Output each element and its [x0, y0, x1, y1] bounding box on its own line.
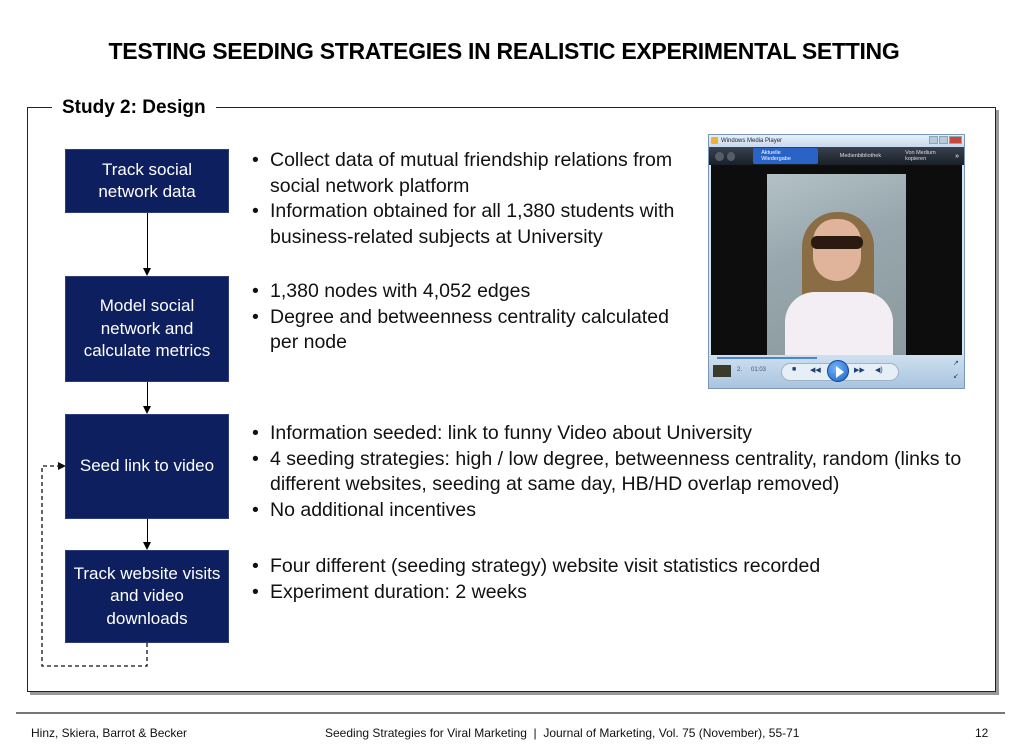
bullet-item: • 4 seeding strategies: high / low degree, betweenness centrality, random (links to different websites, seeding at same day, HB/HD overlap removed): [252, 447, 987, 498]
step-track-social-network: Track social network data: [65, 149, 229, 213]
media-player-titlebar: [709, 135, 964, 147]
stop-icon: ■: [792, 366, 797, 373]
step-seed-link: Seed link to video: [65, 414, 229, 519]
track-number: 2.: [737, 367, 743, 373]
switch-view-icon: ↗: [953, 360, 959, 367]
media-player-icon: [711, 137, 718, 144]
fast-forward-icon: ▶▶: [854, 367, 865, 374]
footer-divider: [16, 712, 1005, 714]
section-label: Study 2: Design: [52, 97, 216, 119]
footer-citation: Seeding Strategies for Viral Marketing | Journal of Marketing, Vol. 75 (November), 55-71: [325, 726, 800, 740]
bullet-item: • 1,380 nodes with 4,052 edges: [252, 279, 692, 305]
step-track-website-visits: Track website visits and video downloads: [65, 550, 229, 643]
bullet-item: • Information obtained for all 1,380 students with business-related subjects at University: [252, 199, 692, 250]
video-frame-image: [767, 174, 906, 355]
bullet-list-seeding: [252, 421, 987, 523]
bullet-item: • Collect data of mutual friendship relations from social network platform: [252, 148, 692, 199]
volume-icon: ◀): [875, 367, 883, 374]
page-number: 12: [975, 726, 989, 740]
footer-authors: Hinz, Skiera, Barrot & Becker: [31, 726, 188, 740]
maximize-icon: [939, 136, 948, 144]
back-icon: [715, 152, 724, 161]
tab-now-playing: Aktuelle Wiedergabe: [753, 148, 818, 164]
rewind-icon: ◀◀: [810, 367, 821, 374]
elapsed-time: 01:03: [751, 367, 767, 373]
bullet-list-tracking: [252, 554, 987, 605]
tab-library: Medienbibliothek: [839, 153, 882, 159]
video-area: [711, 165, 962, 355]
album-thumbnail: [713, 365, 731, 377]
fullscreen-icon: ↙: [953, 373, 959, 380]
forward-icon: [727, 152, 736, 161]
playback-controls: [709, 355, 964, 388]
seek-bar: [717, 357, 817, 359]
bullet-item: • Four different (seeding strategy) website visit statistics recorded: [252, 554, 987, 580]
bullet-item: • Degree and betweenness centrality calculated per node: [252, 305, 692, 356]
window-buttons: [929, 136, 962, 144]
bullet-list-network-metrics: [252, 279, 692, 356]
play-icon: [827, 360, 849, 382]
tab-rip: Von Medium kopieren: [905, 150, 936, 162]
bullet-item: • Experiment duration: 2 weeks: [252, 580, 987, 606]
slide-title: TESTING SEEDING STRATEGIES IN REALISTIC EXPERIMENTAL SETTING: [108, 38, 900, 64]
minimize-icon: [929, 136, 938, 144]
bullet-list-data-collection: [252, 148, 692, 250]
bullet-item: • No additional incentives: [252, 498, 987, 524]
bullet-item: • Information seeded: link to funny Video about University: [252, 421, 987, 447]
sunglasses-icon: [811, 236, 863, 249]
media-player-nav: [709, 147, 964, 165]
close-icon: [949, 136, 962, 144]
media-player-title: Windows Media Player: [721, 138, 783, 144]
media-player-screenshot: [708, 134, 965, 389]
more-icon: »: [955, 152, 959, 160]
step-model-network: Model social network and calculate metrics: [65, 276, 229, 382]
